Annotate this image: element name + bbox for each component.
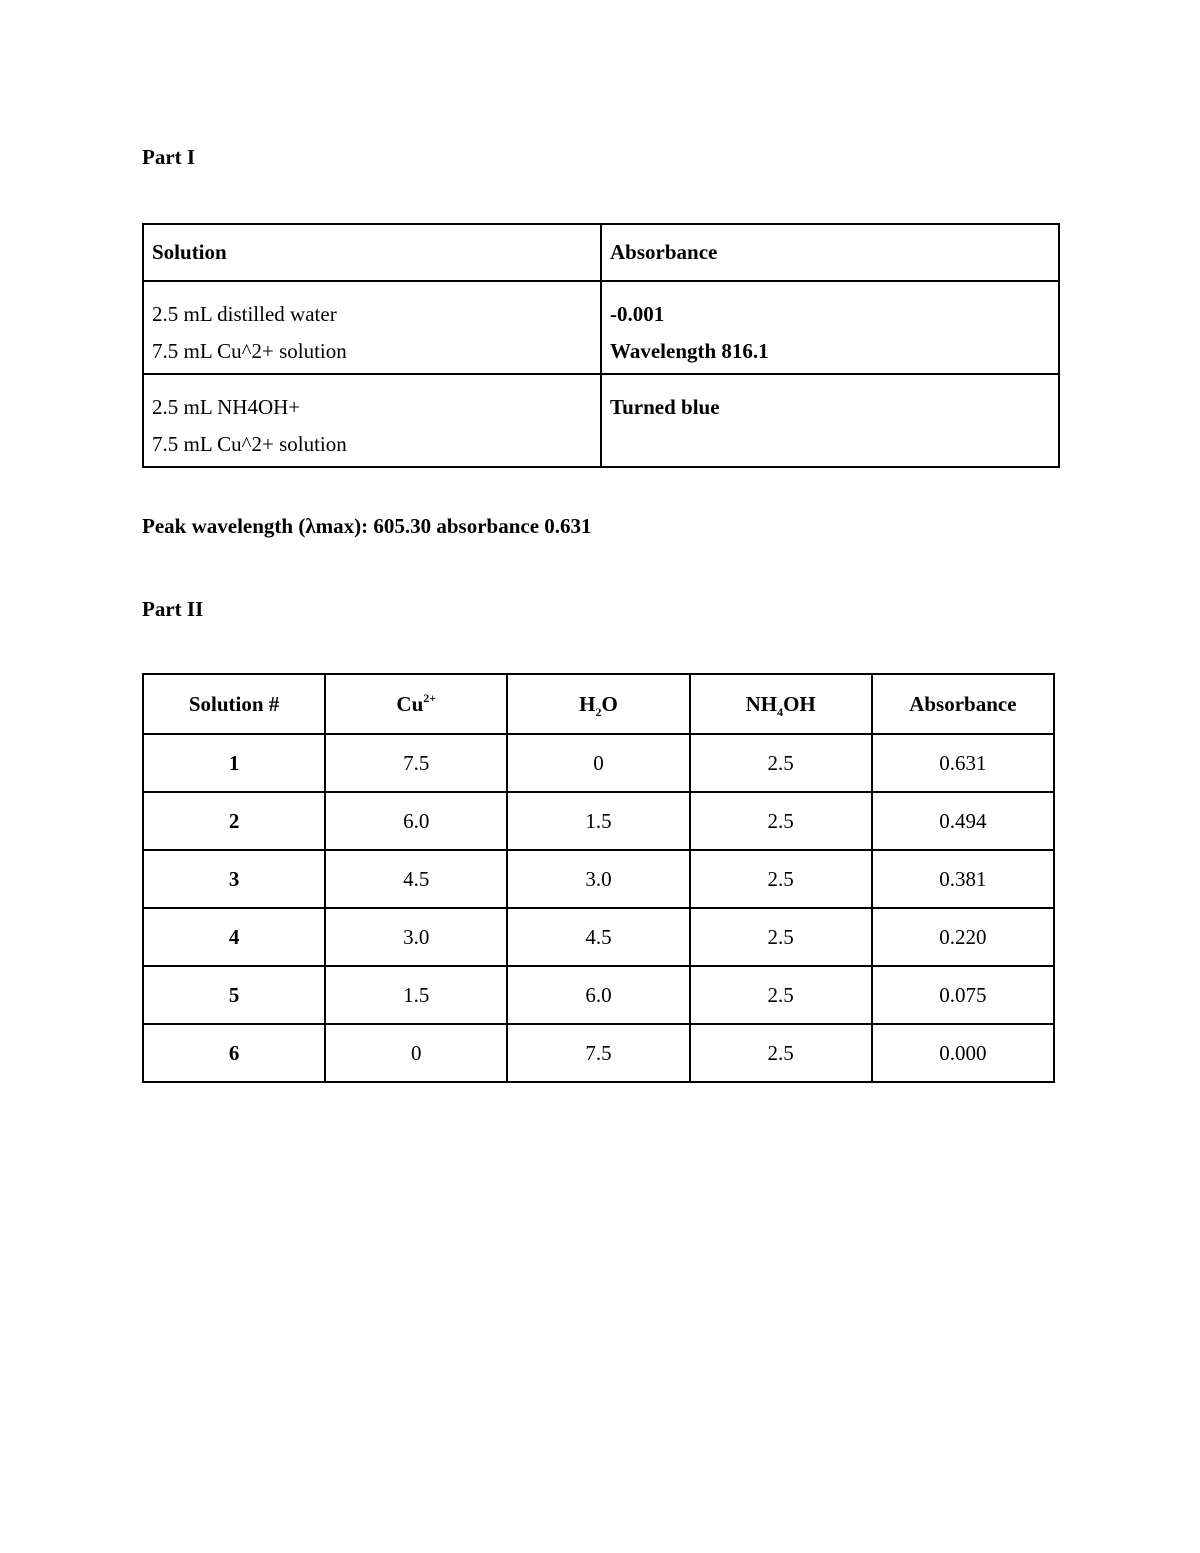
table-row bbox=[143, 966, 1054, 1024]
h2o-cell: 3.0 bbox=[507, 850, 689, 908]
solution-line: 2.5 mL distilled water bbox=[152, 302, 337, 326]
part-1-table bbox=[142, 223, 1060, 468]
cu-symbol: Cu bbox=[396, 691, 424, 716]
header-absorbance: Absorbance bbox=[872, 674, 1054, 734]
solution-line: 7.5 mL Cu^2+ solution bbox=[152, 339, 347, 363]
solution-line: 7.5 mL Cu^2+ solution bbox=[152, 432, 347, 456]
nh4oh-nh: NH bbox=[745, 691, 778, 716]
table-row bbox=[143, 1024, 1054, 1082]
cu-cell: 3.0 bbox=[325, 908, 507, 966]
table-row bbox=[143, 792, 1054, 850]
h2o-subscript: 2 bbox=[595, 704, 602, 719]
part-2-table bbox=[142, 673, 1055, 1083]
header-nh4oh bbox=[690, 674, 872, 734]
solution-cell bbox=[143, 281, 601, 374]
table-row bbox=[143, 734, 1054, 792]
wavelength-value: Wavelength 816.1 bbox=[610, 339, 769, 363]
absorbance-cell: 0.220 bbox=[872, 908, 1054, 966]
h2o-cell: 0 bbox=[507, 734, 689, 792]
nh4oh-cell: 2.5 bbox=[690, 792, 872, 850]
cu-cell: 6.0 bbox=[325, 792, 507, 850]
cu-cell: 1.5 bbox=[325, 966, 507, 1024]
h2o-h: H bbox=[579, 691, 596, 716]
absorbance-cell: 0.000 bbox=[872, 1024, 1054, 1082]
nh4oh-oh: OH bbox=[783, 691, 816, 716]
nh4oh-cell: 2.5 bbox=[690, 734, 872, 792]
cu-cell: 7.5 bbox=[325, 734, 507, 792]
solution-number-cell: 3 bbox=[143, 850, 325, 908]
table-header-row bbox=[143, 224, 1059, 281]
part-1-heading: Part I bbox=[142, 145, 196, 169]
nh4oh-subscript: 4 bbox=[777, 704, 784, 719]
absorbance-cell bbox=[601, 374, 1059, 467]
header-h2o bbox=[507, 674, 689, 734]
table-row bbox=[143, 281, 1059, 374]
header-absorbance: Absorbance bbox=[601, 224, 1059, 281]
nh4oh-cell: 2.5 bbox=[690, 908, 872, 966]
table-row bbox=[143, 850, 1054, 908]
nh4oh-cell: 2.5 bbox=[690, 1024, 872, 1082]
nh4oh-cell: 2.5 bbox=[690, 966, 872, 1024]
cu-charge: 2+ bbox=[423, 690, 437, 705]
solution-cell bbox=[143, 374, 601, 467]
h2o-cell: 1.5 bbox=[507, 792, 689, 850]
h2o-cell: 7.5 bbox=[507, 1024, 689, 1082]
nh4oh-cell: 2.5 bbox=[690, 850, 872, 908]
table-header-row bbox=[143, 674, 1054, 734]
absorbance-cell: 0.494 bbox=[872, 792, 1054, 850]
h2o-cell: 6.0 bbox=[507, 966, 689, 1024]
header-solution-number: Solution # bbox=[143, 674, 325, 734]
solution-number-cell: 1 bbox=[143, 734, 325, 792]
header-solution: Solution bbox=[143, 224, 601, 281]
cu-cell: 0 bbox=[325, 1024, 507, 1082]
table-row bbox=[143, 374, 1059, 467]
observation-value: Turned blue bbox=[610, 395, 720, 419]
solution-line: 2.5 mL NH4OH+ bbox=[152, 395, 301, 419]
absorbance-cell bbox=[601, 281, 1059, 374]
part-2-heading: Part II bbox=[142, 597, 204, 621]
h2o-cell: 4.5 bbox=[507, 908, 689, 966]
header-cu bbox=[325, 674, 507, 734]
absorbance-cell: 0.381 bbox=[872, 850, 1054, 908]
peak-wavelength-text: Peak wavelength (λmax): 605.30 absorbance 0.631 bbox=[142, 514, 592, 538]
cu-cell: 4.5 bbox=[325, 850, 507, 908]
h2o-o: O bbox=[601, 691, 618, 716]
solution-number-cell: 6 bbox=[143, 1024, 325, 1082]
table-row bbox=[143, 908, 1054, 966]
absorbance-cell: 0.075 bbox=[872, 966, 1054, 1024]
solution-number-cell: 4 bbox=[143, 908, 325, 966]
absorbance-value: -0.001 bbox=[610, 302, 665, 326]
solution-number-cell: 2 bbox=[143, 792, 325, 850]
solution-number-cell: 5 bbox=[143, 966, 325, 1024]
absorbance-cell: 0.631 bbox=[872, 734, 1054, 792]
